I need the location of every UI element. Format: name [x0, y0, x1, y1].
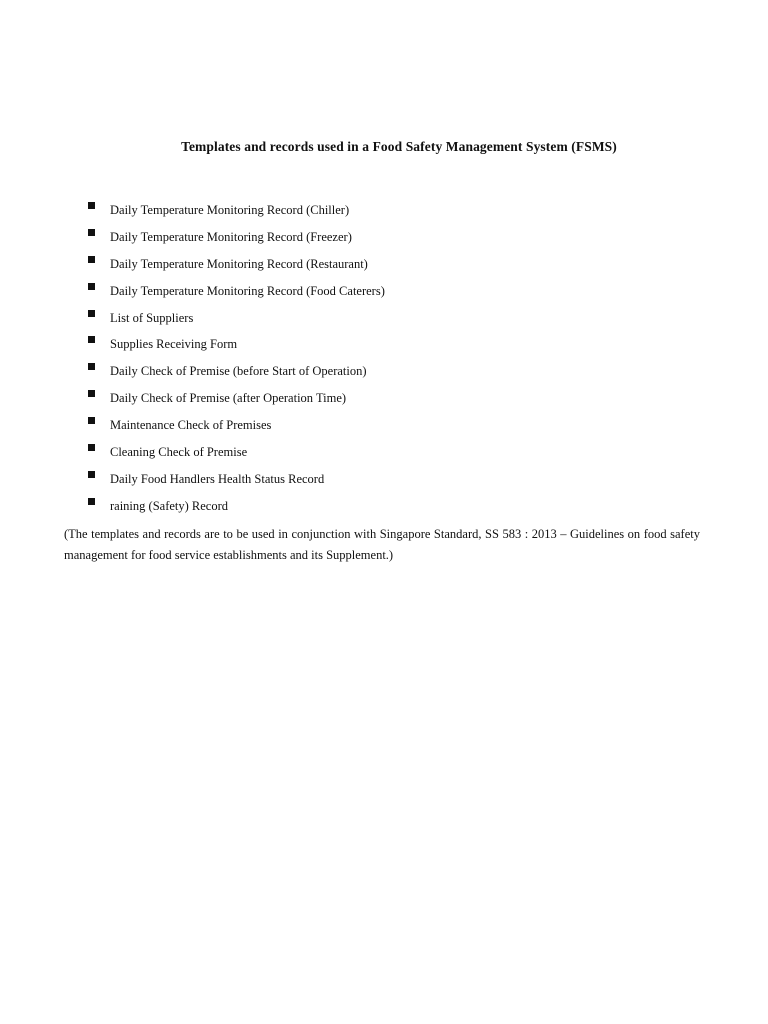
square-bullet-icon — [88, 310, 95, 317]
list-item-label: Cleaning Check of Premise — [110, 445, 248, 460]
square-bullet-icon — [88, 336, 95, 343]
square-bullet-icon — [88, 444, 95, 451]
list-item-label: Daily Temperature Monitoring Record (Restaurant) — [110, 256, 368, 271]
list-item-label: Daily Temperature Monitoring Record (Freezer) — [110, 229, 352, 244]
square-bullet-icon — [88, 471, 95, 478]
square-bullet-icon — [88, 202, 95, 209]
square-bullet-icon — [88, 417, 95, 424]
list-item-label: raining (Safety) Record — [110, 498, 229, 513]
usage-note: (The templates and records are to be used in conjunction with Singapore Standard, SS 583 : 2013 – Guidelines on food safety management for food service establishments and its Supplement.) — [64, 527, 700, 562]
list-item-label: Daily Check of Premise (after Operation Time) — [110, 391, 347, 406]
square-bullet-icon — [88, 283, 95, 290]
list-item-label: Daily Food Handlers Health Status Record — [110, 471, 325, 486]
list-item-label: Daily Temperature Monitoring Record (Food Caterers) — [110, 283, 385, 298]
square-bullet-icon — [88, 498, 95, 505]
list-item-label: Maintenance Check of Premises — [110, 418, 272, 433]
square-bullet-icon — [88, 256, 95, 263]
square-bullet-icon — [88, 363, 95, 370]
square-bullet-icon — [88, 390, 95, 397]
square-bullet-icon — [88, 229, 95, 236]
list-item-label: Daily Temperature Monitoring Record (Chiller) — [110, 203, 350, 217]
document-title: Templates and records used in a Food Safety Management System (FSMS) — [181, 139, 617, 154]
list-item-label: Supplies Receiving Form — [110, 337, 238, 352]
list-item-label: List of Suppliers — [110, 310, 194, 325]
list-item-label: Daily Check of Premise (before Start of Operation) — [110, 364, 367, 379]
